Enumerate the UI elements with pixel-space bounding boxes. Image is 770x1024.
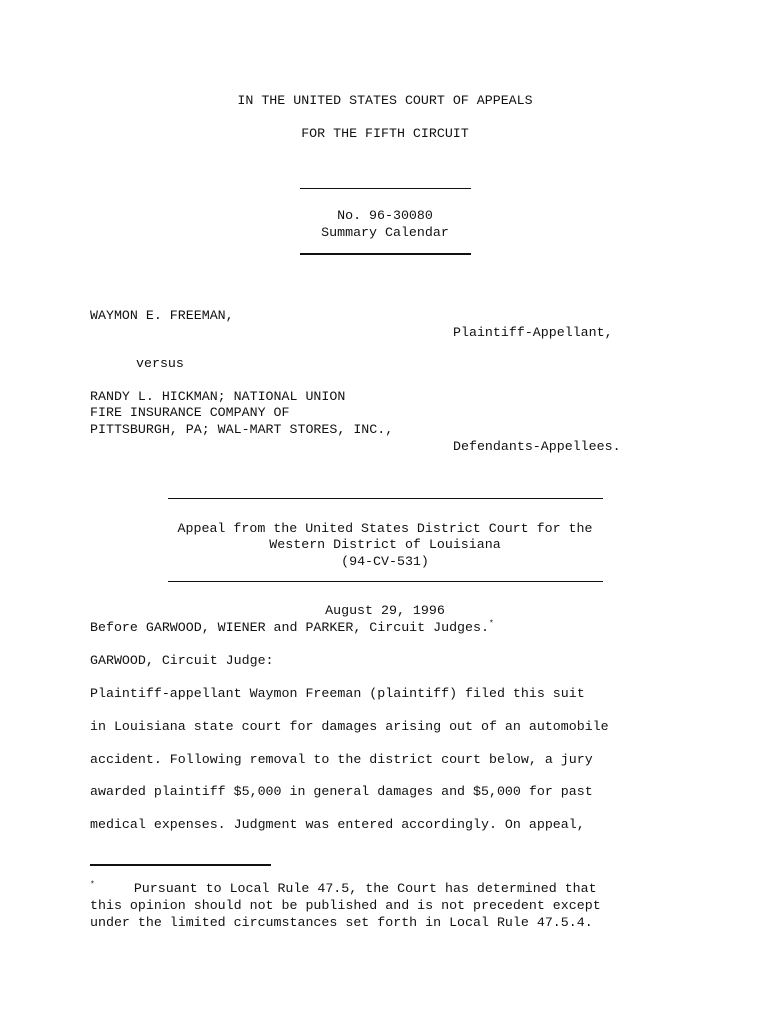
panel-line [90, 620, 494, 636]
docket-number: No. 96-30080 [337, 208, 433, 223]
footnote-line-2: this opinion should not be published and is not precedent except [90, 898, 601, 913]
versus-label: versus [136, 356, 184, 371]
footnote-mark: * [90, 880, 95, 890]
opinion-line-4: awarded plaintiff $5,000 in general damages and $5,000 for past [90, 784, 593, 799]
docket-bottom-rule [300, 253, 471, 255]
decision-date: August 29, 1996 [325, 603, 445, 618]
footnote-text-1: Pursuant to Local Rule 47.5, the Court has determined that [133, 881, 597, 896]
docket-top-rule [300, 188, 471, 189]
appeal-line-2: Western District of Louisiana [269, 537, 501, 552]
appeal-line-1: Appeal from the United States District Court for the [177, 521, 593, 536]
court-name-line-2: FOR THE FIFTH CIRCUIT [301, 126, 469, 141]
appeal-bottom-rule [168, 581, 603, 582]
defendants-line-2: FIRE INSURANCE COMPANY OF [90, 405, 290, 420]
defendants-role: Defendants-Appellees. [453, 439, 621, 454]
author-line: GARWOOD, Circuit Judge: [90, 653, 274, 668]
opinion-line-1: Plaintiff-appellant Waymon Freeman (plaintiff) filed this suit [90, 686, 585, 701]
footnote-line-1 [90, 881, 597, 897]
panel-footnote-mark: * [488, 619, 494, 629]
opinion-line-3: accident. Following removal to the district court below, a jury [90, 752, 593, 767]
footnote-separator [90, 864, 271, 866]
defendants-line-1: RANDY L. HICKMAN; NATIONAL UNION [90, 389, 346, 404]
appeal-line-3: (94-CV-531) [341, 554, 429, 569]
defendants-line-3: PITTSBURGH, PA; WAL-MART STORES, INC., [90, 422, 394, 437]
footnote-line-3: under the limited circumstances set forth in Local Rule 47.5.4. [90, 915, 593, 930]
appeal-top-rule [168, 498, 603, 499]
panel-text: Before GARWOOD, WIENER and PARKER, Circuit Judges. [90, 620, 489, 635]
court-name-line-1: IN THE UNITED STATES COURT OF APPEALS [237, 93, 533, 108]
plaintiff-role: Plaintiff-Appellant, [453, 325, 613, 340]
opinion-line-2: in Louisiana state court for damages arising out of an automobile [90, 719, 609, 734]
opinion-line-5: medical expenses. Judgment was entered accordingly. On appeal, [90, 817, 585, 832]
calendar-type: Summary Calendar [321, 225, 449, 240]
plaintiff-name: WAYMON E. FREEMAN, [90, 308, 234, 323]
